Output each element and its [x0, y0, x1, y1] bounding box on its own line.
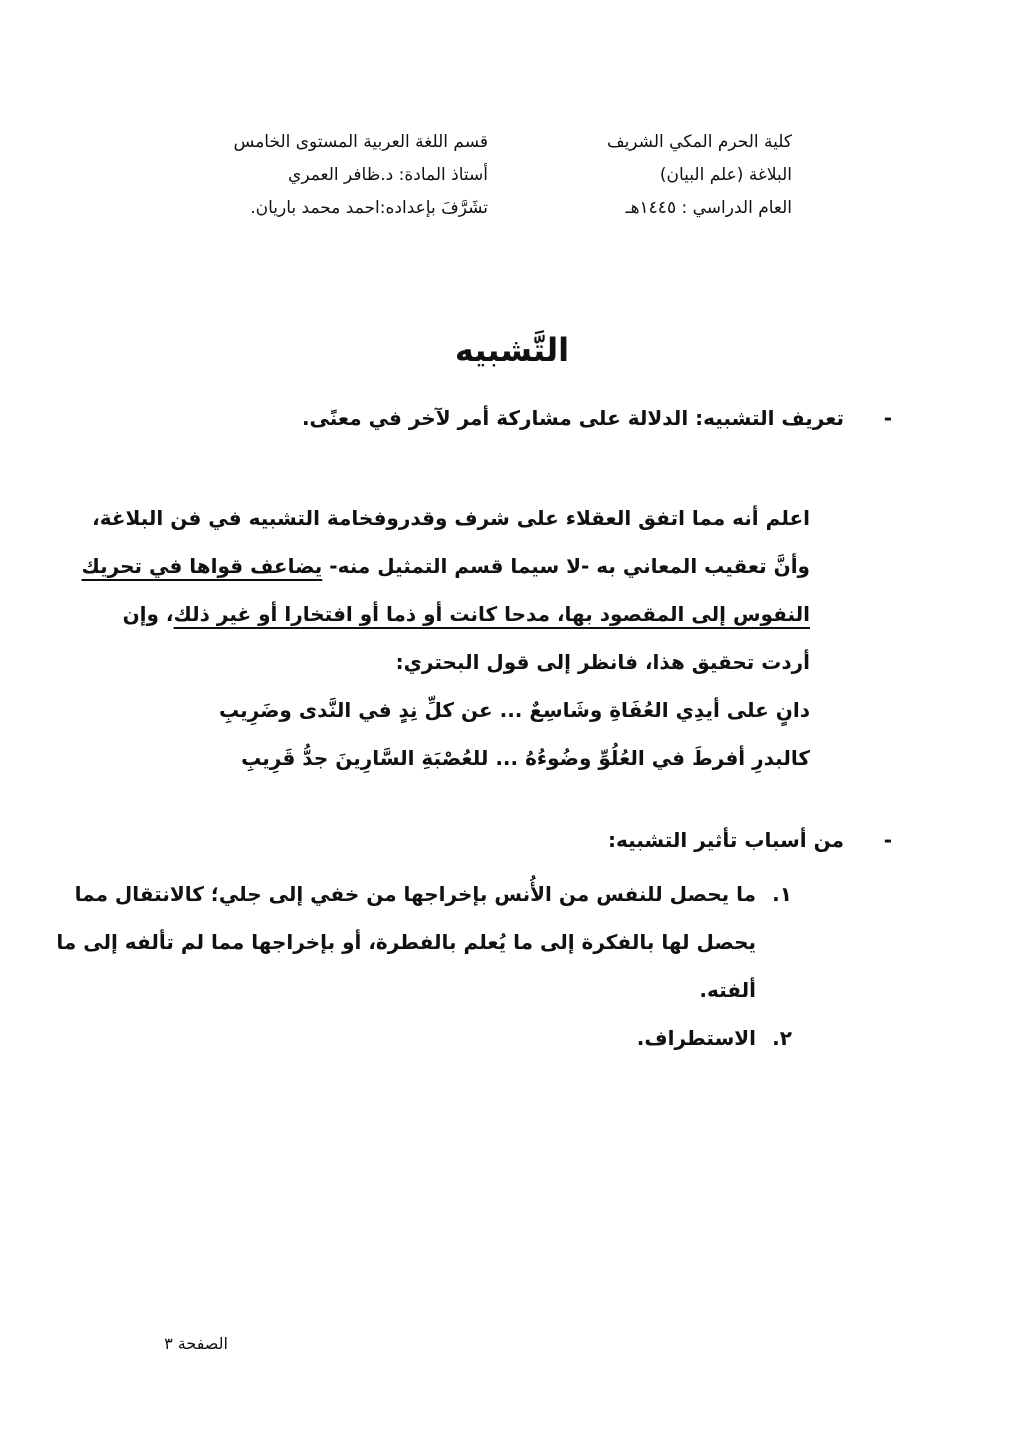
causes-bullet: [144, 822, 892, 858]
paragraph-line-4: أردت تحقيق هذا، فانظر إلى قول البحتري:: [395, 650, 810, 674]
list-item-line: الاستطراف.: [636, 1026, 756, 1050]
academic-year: العام الدراسي : ١٤٤٥هـ: [625, 198, 792, 218]
page-number: الصفحة ٣: [164, 1334, 228, 1353]
poem-verse-2: كالبدرِ أفرطَ في العُلُوِّ وضُوءُهُ ... للعُصْبَةِ السَّارِينَ جدُّ قَرِيبِ: [241, 746, 810, 770]
poem-verse-1: دانٍ على أيدِي العُفَاةِ وشَاسِعٌ ... عن كلِّ نِدٍ في النَّدى وضَرِيبِ: [218, 698, 810, 722]
paragraph-line-3-text: ، وإن: [122, 602, 174, 626]
instructor-name: أستاذ المادة: د.ظافر العمري: [288, 165, 488, 185]
paragraph-line-2-text: وأنَّ تعقيب المعاني به -لا سيما قسم التمثيل منه-: [322, 554, 810, 578]
list-item-line: ما يحصل للنفس من الأُنس بإخراجها من خفي إلى جلي؛ كالانتقال مما: [74, 882, 756, 906]
list-item-number: ١.: [772, 882, 792, 906]
list-item: [56, 870, 792, 1014]
causes-list: [56, 870, 792, 1062]
subject-name: البلاغة (علم البيان): [659, 165, 792, 185]
department-level: قسم اللغة العربية المستوى الخامس: [233, 132, 488, 152]
list-item-text: [56, 870, 792, 1014]
institution-name: كلية الحرم المكي الشريف: [606, 132, 792, 152]
header-left-block: [234, 126, 488, 225]
paragraph-line-3: [122, 590, 810, 638]
header-right-block: [607, 126, 792, 225]
list-item: [152, 1014, 792, 1062]
paragraph-line-1: اعلم أنه مما اتفق العقلاء على شرف وقدروفخامة التشبيه في فن البلاغة،: [92, 506, 810, 530]
definition-text: تعريف التشبيه: الدلالة على مشاركة أمر لآخر في معنًى.: [301, 406, 844, 430]
paragraph-line-2: [81, 542, 810, 590]
list-item-line: يحصل لها بالفكرة إلى ما يُعلم بالفطرة، أو بإخراجها مما لم تألفه إلى ما: [56, 930, 756, 954]
causes-heading: من أسباب تأثير التشبيه:: [607, 828, 844, 852]
page-title: التَّشبيه: [454, 331, 570, 369]
list-item-number: ٢.: [772, 1026, 792, 1050]
underlined-phrase-end: النفوس إلى المقصود بها، مدحا كانت أو ذما أو افتخارا أو غير ذلك: [173, 602, 810, 626]
intro-paragraph: [81, 494, 810, 782]
definition-bullet: [144, 400, 892, 436]
prepared-by: تشَرَّفَ بإعداده:احمد محمد باريان.: [250, 198, 488, 218]
list-item-line: ألفته.: [699, 978, 756, 1002]
underlined-phrase-start: يضاعف قواها في تحريك: [81, 554, 323, 578]
bullet-dash: -: [883, 828, 892, 852]
list-item-text: [152, 1014, 792, 1062]
bullet-dash: -: [883, 406, 892, 430]
